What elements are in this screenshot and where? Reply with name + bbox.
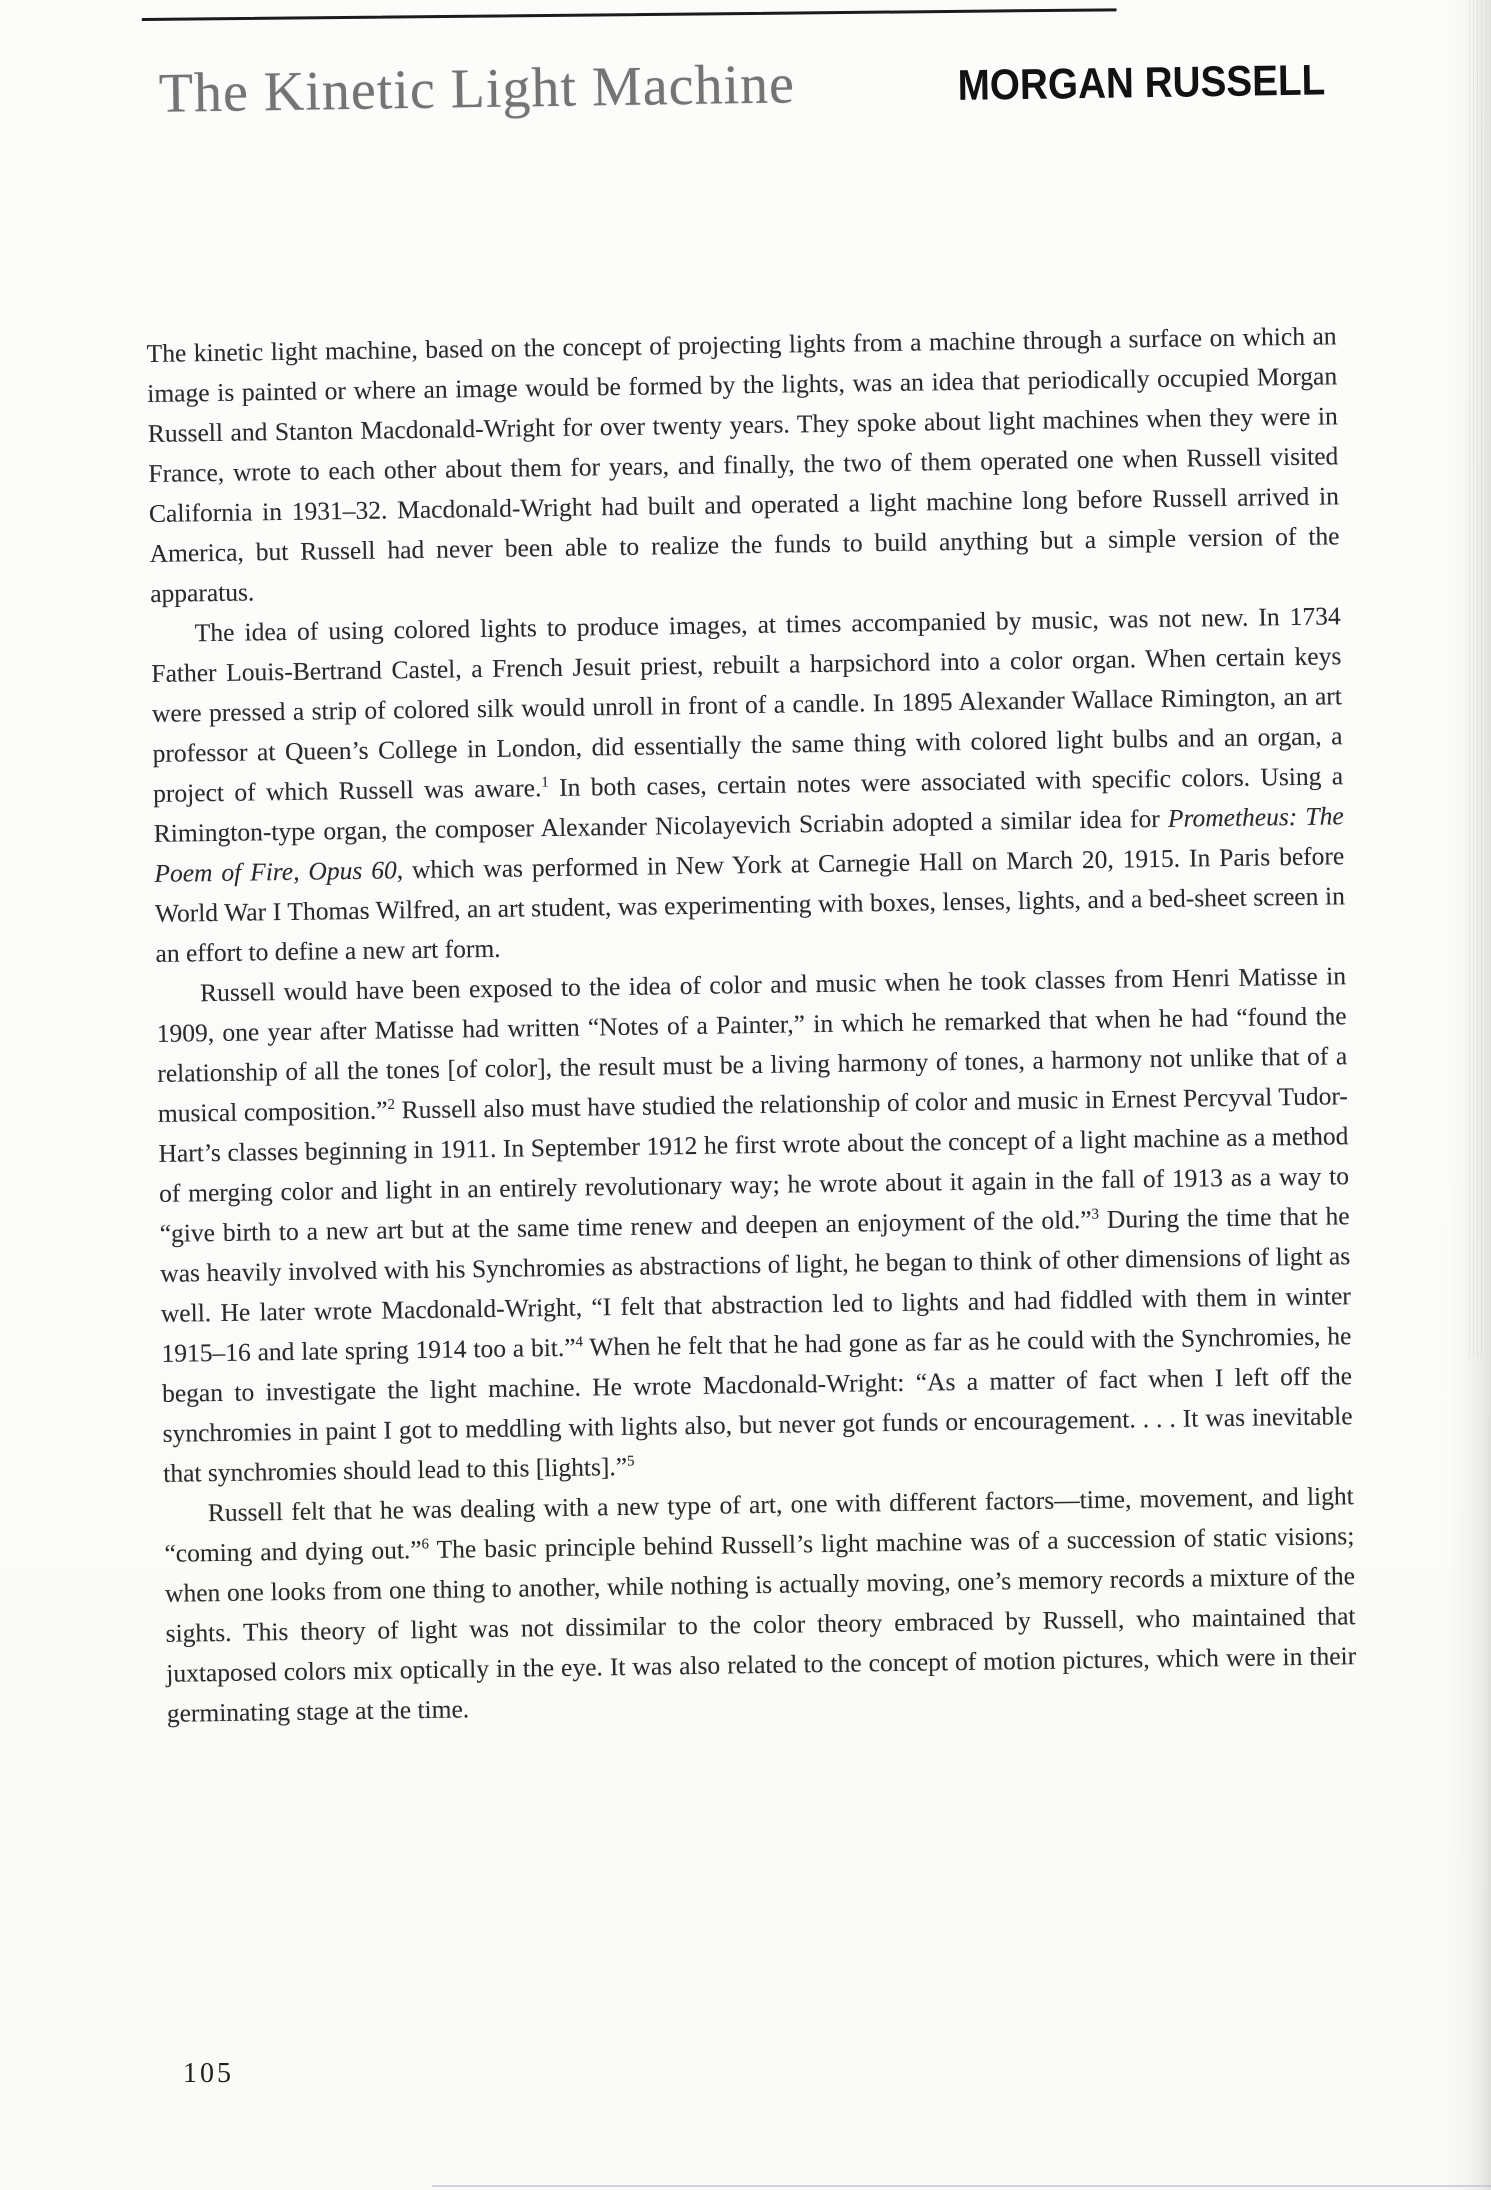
paragraph bbox=[156, 956, 1354, 1494]
bottom-edge-line bbox=[432, 2185, 1491, 2187]
text-run: In both cases, certain notes were associated with specific colors. Using a Rimington-type organ, the composer Alexander Nicolayevich Scriabin adopted a similar idea for bbox=[153, 761, 1344, 848]
page-header bbox=[142, 44, 1333, 126]
text-run: , which was performed in New York at Carnegie Hall on March 20, 1915. In Paris before World War I Thomas Wilfred, an art student, was experimenting with boxes, lenses, lights, and a bed-sheet screen in an effort to define a new art form. bbox=[154, 841, 1346, 968]
footnote-marker: 1 bbox=[541, 774, 549, 791]
scan-content bbox=[142, 22, 1357, 1733]
footnote-marker: 5 bbox=[626, 1453, 635, 1470]
paragraph bbox=[151, 596, 1346, 974]
paragraph bbox=[146, 316, 1340, 614]
page-number: 105 bbox=[183, 2058, 234, 2089]
article-body bbox=[146, 316, 1357, 1733]
text-run: The kinetic light machine, based on the concept of projecting lights from a machine through a surface on which an image is painted or where an image would be formed by the lights, was an idea that periodically occupied Morgan Russell and Stanton Macdonald-Wright for over twenty years. They spoke about light machines when they were in France, wrote to each other about them for years, and finally, the two of them operated one when Russell visited California in 1931–32. Macdonald-Wright had built and operated a light machine long before Russell arrived in America, but Russell had never been able to realize the funds to build anything but a simple version of the apparatus. bbox=[146, 321, 1340, 608]
footnote-marker: 4 bbox=[575, 1334, 584, 1351]
text-run: The basic principle behind Russell’s light machine was of a succession of static visions; when one looks from one thing to another, while nothing is actually moving, one’s memory records a mixture of the sights. This theory of light was not dissimilar to the color theory embraced by Russell, who maintained that juxtaposed colors mix optically in the eye. It was also related to the concept of motion pictures, which were in their germinating stage at the time. bbox=[164, 1521, 1357, 1728]
footnote-marker: 6 bbox=[421, 1536, 430, 1553]
footnote-marker: 2 bbox=[387, 1096, 396, 1113]
text-run: Russell would have been exposed to the idea of color and music when he took classes from Henri Matisse in 1909, one year after Matisse had written “Notes of a Painter,” in which he remarked that when he had “found the relationship of all the tones [of color], the result must be a living harmony of tones, a harmony not unlike that of a musical composition.” bbox=[156, 961, 1348, 1128]
footnote-marker: 3 bbox=[1091, 1206, 1100, 1223]
text-run: The idea of using colored lights to produce images, at times accompanied by music, was not new. In 1734 Father Louis-Bertrand Castel, a French Jesuit priest, rebuilt a harpsichord into a color organ. When certain keys were pressed a strip of colored silk would unroll in front of a candle. In 1895 Alexander Wallace Rimington, an art professor at Queen’s College in London, did essentially the same thing with colored light bulbs and an organ, a project of which Russell was aware. bbox=[151, 601, 1343, 808]
header-rule bbox=[142, 8, 1117, 21]
page-edge-streaks bbox=[1469, 0, 1483, 1358]
text-run: When he felt that he had gone as far as he could with the Synchromies, he began to investigate the light machine. He wrote Macdonald-Wright: “As a matter of fact when I left off the synchromies in paint I got to meddling with lights also, but never got funds or encouragement. . . . It was inevitable that synchromies should lead to this [lights].” bbox=[161, 1321, 1353, 1488]
author-name: MORGAN RUSSELL bbox=[956, 56, 1326, 110]
page-edge-shadow bbox=[1445, 0, 1491, 2190]
text-run: Russell also must have studied the relationship of color and music in Ernest Percyval Tudor-Hart’s classes beginning in 1911. In September 1912 he first wrote about the concept of a light machine as a method of merging color and light in an entirely revolutionary way; he wrote about it again in the fall of 1913 as a way to “give birth to a new art but at the same time renew and deepen an enjoyment of the old.” bbox=[158, 1081, 1350, 1248]
text-run: Prometheus: The Poem of Fire, Opus 60 bbox=[154, 801, 1344, 888]
text-run: During the time that he was heavily involved with his Synchromies as abstractions of light, he began to think of other dimensions of light as well. He later wrote Macdonald-Wright, “I felt that abstraction led to lights and had fiddled with them in winter 1915–16 and late spring 1914 too a bit.” bbox=[160, 1201, 1351, 1368]
chapter-title: The Kinetic Light Machine bbox=[158, 53, 796, 125]
paragraph bbox=[164, 1476, 1357, 1734]
text-run: Russell felt that he was dealing with a new type of art, one with different factors—time, movement, and light “coming and dying out.” bbox=[164, 1481, 1354, 1568]
